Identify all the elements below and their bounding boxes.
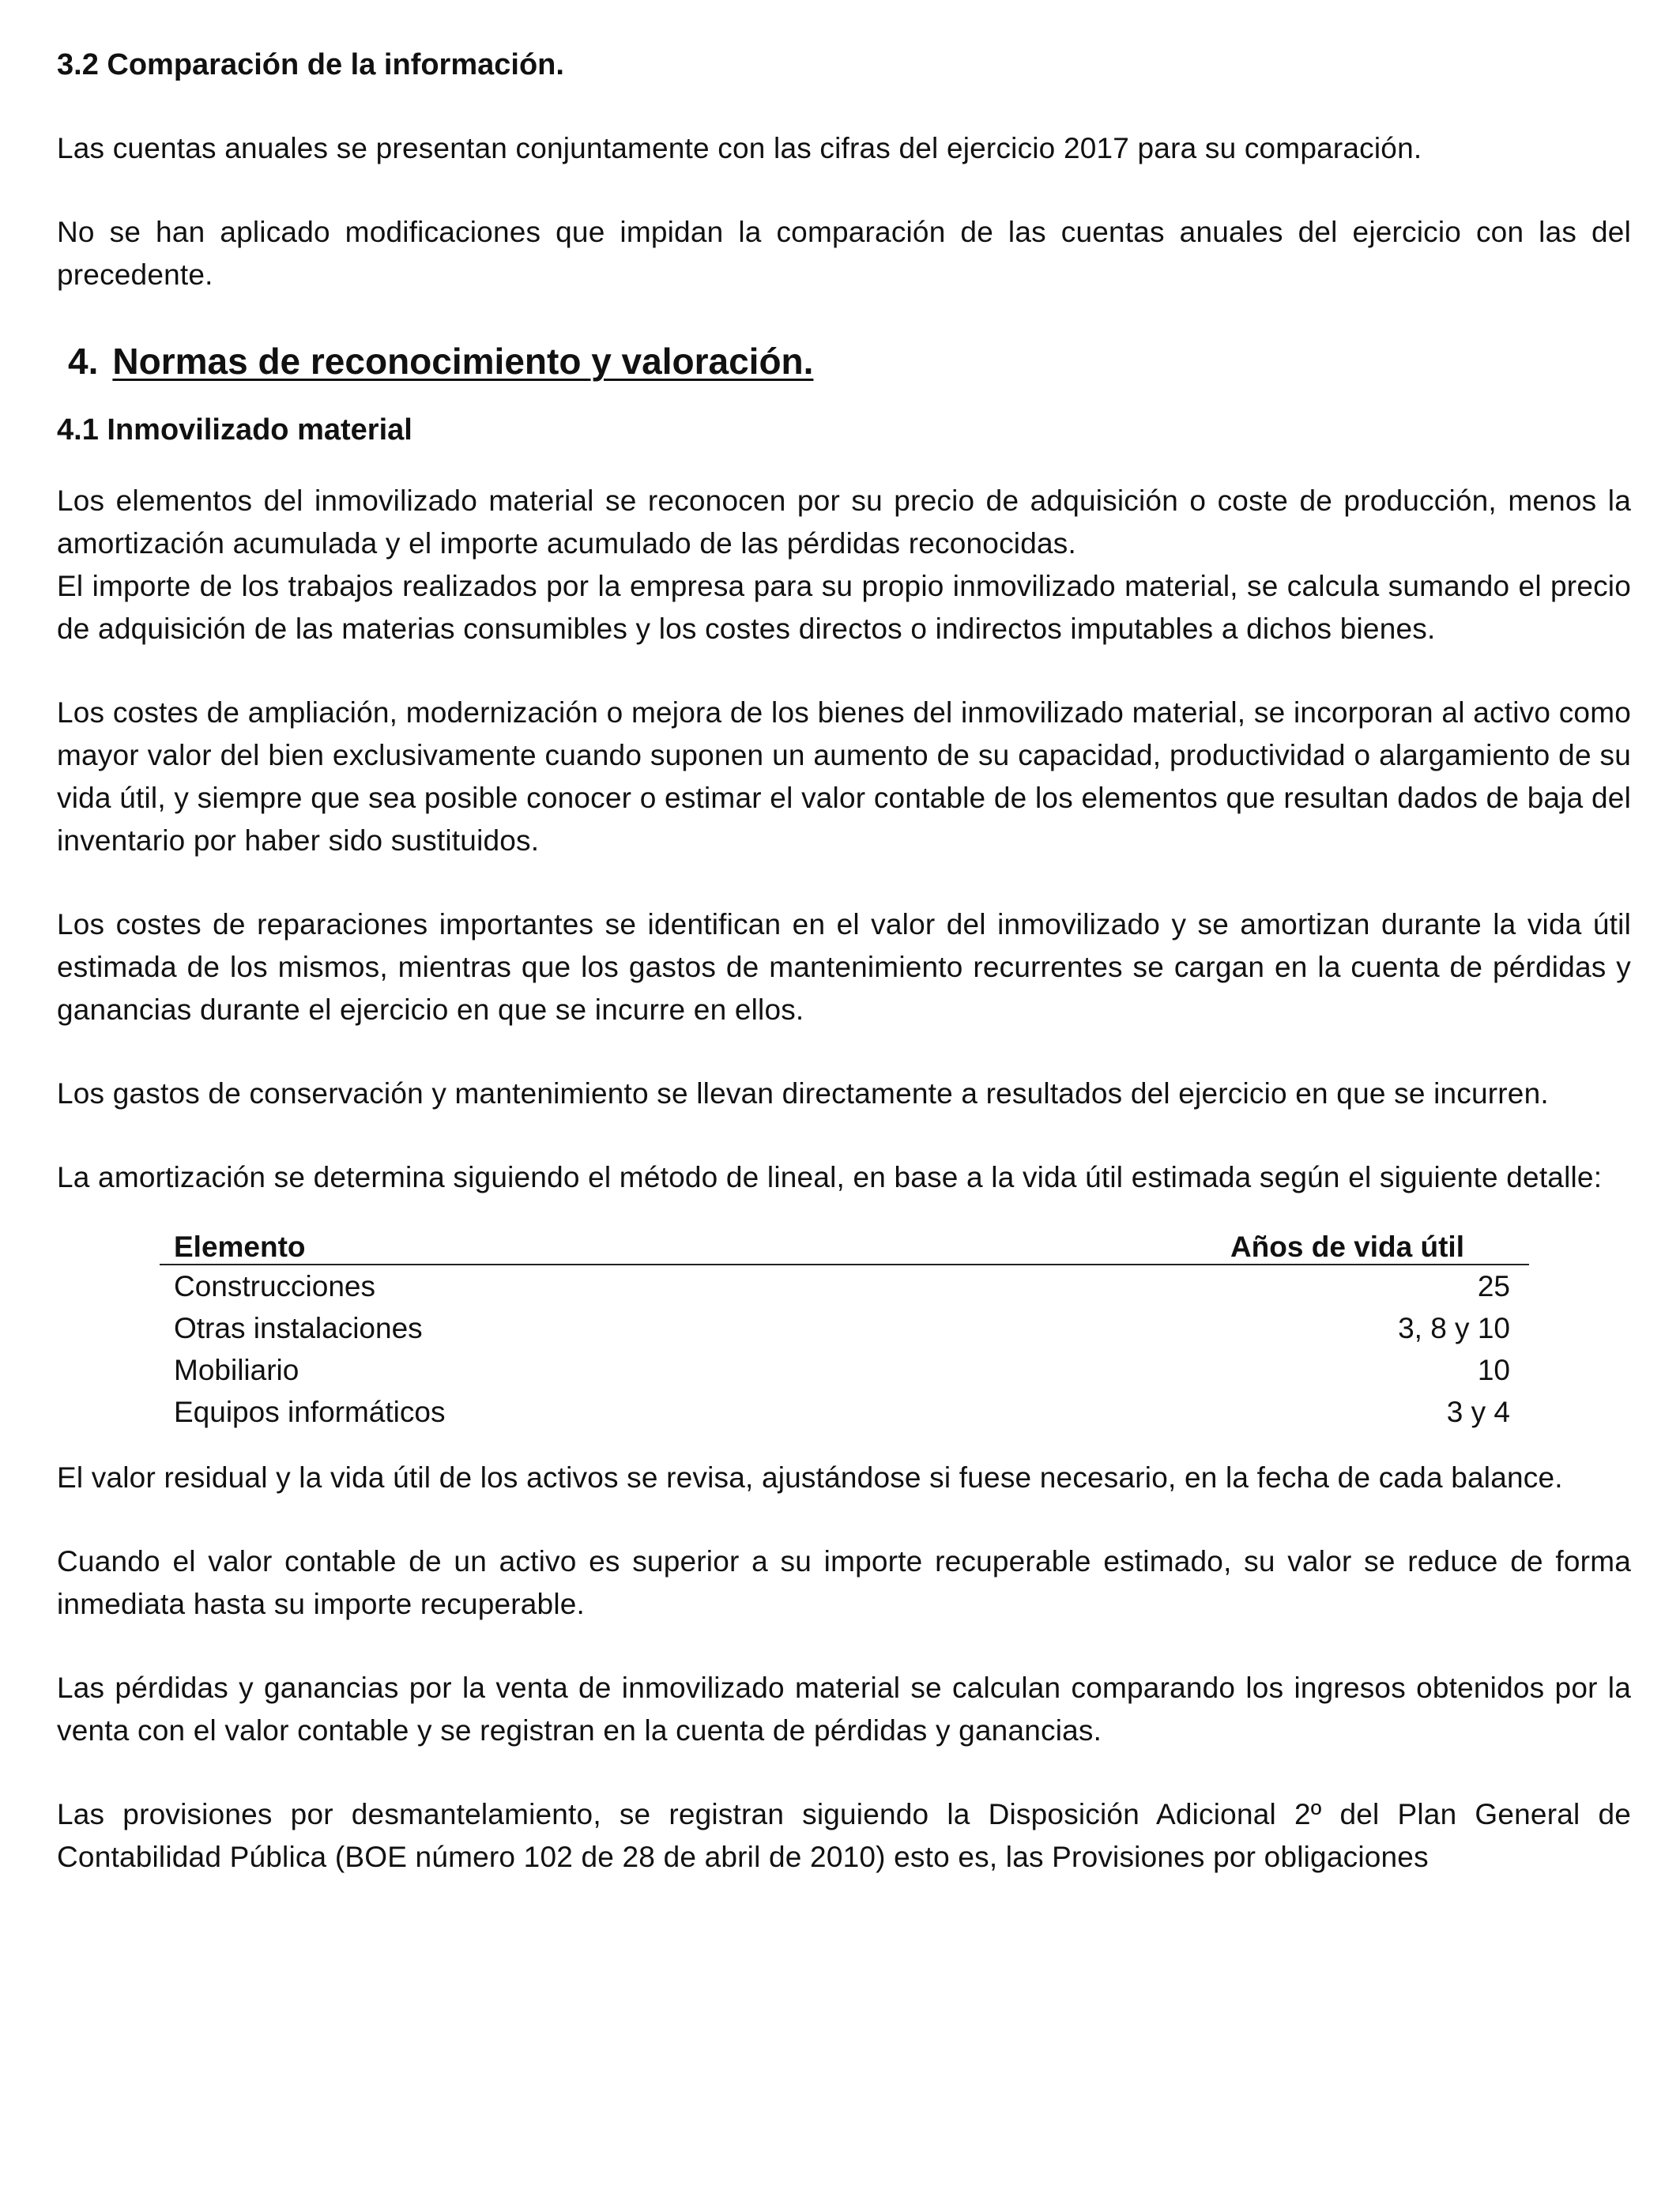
useful-life-table bbox=[160, 1223, 1529, 1433]
section-4-1-paragraph-3: Los costes de ampliación, modernización o mejora de los bienes del inmovilizado material, se incorporan al activo como mayor valor del bien exclusivamente cuando suponen un aumento de su capacidad, productividad o alargamiento de su vida útil, y siempre que sea posible conocer o estimar el valor contable de los elementos que resultan dados de baja del inventario por haber sido sustituidos. bbox=[57, 696, 1631, 857]
section-4-1-paragraph-4: Los costes de reparaciones importantes se identifican en el valor del inmovilizado y se amortizan durante la vida útil estimada de los mismos, mientras que los gastos de mantenimiento recurrentes se cargan en la cuenta de pérdidas y ganancias durante el ejercicio en que se incurre en ellos. bbox=[57, 908, 1631, 1026]
table-cell-anos: 3, 8 y 10 bbox=[1398, 1312, 1510, 1344]
table-header-row bbox=[160, 1223, 1529, 1265]
section-3-2-heading: 3.2 Comparación de la información. bbox=[57, 48, 564, 81]
table-cell-elemento: Mobiliario bbox=[174, 1354, 299, 1386]
column-header-elemento: Elemento bbox=[160, 1223, 813, 1265]
table-cell-anos: 25 bbox=[1477, 1270, 1510, 1302]
table-row bbox=[160, 1391, 1529, 1433]
table-cell-elemento: Equipos informáticos bbox=[174, 1396, 446, 1428]
section-4-1-heading: 4.1 Inmovilizado material bbox=[57, 413, 412, 447]
table-cell-elemento: Otras instalaciones bbox=[174, 1312, 423, 1344]
section-4-1-paragraph-6: La amortización se determina siguiendo el método de lineal, en base a la vida útil estimada según el siguiente detalle: bbox=[57, 1161, 1603, 1193]
section-4-1-paragraph-9: Las pérdidas y ganancias por la venta de inmovilizado material se calculan comparando los ingresos obtenidos por la venta con el valor contable y se registran en la cuenta de pérdidas y ganancias. bbox=[57, 1672, 1631, 1747]
section-4-1-paragraph-7: El valor residual y la vida útil de los activos se revisa, ajustándose si fuese necesario, en la fecha de cada balance. bbox=[57, 1461, 1563, 1494]
section-4-1-paragraph-1: Los elementos del inmovilizado material se reconocen por su precio de adquisición o coste de producción, menos la amortización acumulada y el importe acumulado de las pérdidas reconocidas. bbox=[57, 484, 1631, 560]
column-header-anos-vida-util: Años de vida útil bbox=[813, 1223, 1529, 1265]
table-cell-anos: 10 bbox=[1477, 1354, 1510, 1386]
table-cell-elemento: Construcciones bbox=[174, 1270, 376, 1302]
table-cell-anos: 3 y 4 bbox=[1446, 1396, 1510, 1428]
section-4-1-paragraph-5: Los gastos de conservación y mantenimiento se llevan directamente a resultados del ejercicio en que se incurren. bbox=[57, 1077, 1549, 1110]
document-page bbox=[57, 43, 1631, 1879]
table-row bbox=[160, 1349, 1529, 1391]
section-3-2-paragraph-1: Las cuentas anuales se presentan conjuntamente con las cifras del ejercicio 2017 para su comparación. bbox=[57, 132, 1422, 164]
table-row bbox=[160, 1307, 1529, 1349]
section-4-1-paragraph-8: Cuando el valor contable de un activo es superior a su importe recuperable estimado, su valor se reduce de forma inmediata hasta su importe recuperable. bbox=[57, 1545, 1631, 1620]
section-4-1-paragraph-2: El importe de los trabajos realizados por la empresa para su propio inmovilizado material, se calcula sumando el precio de adquisición de las materias consumibles y los costes directos o indirectos imputables a dichos bienes. bbox=[57, 570, 1631, 645]
section-3-2-paragraph-2: No se han aplicado modificaciones que impidan la comparación de las cuentas anuales del ejercicio con las del precedente. bbox=[57, 216, 1631, 291]
section-4-heading bbox=[57, 337, 1631, 385]
table-row bbox=[160, 1265, 1529, 1307]
section-4-1-paragraph-10: Las provisiones por desmantelamiento, se registran siguiendo la Disposición Adicional 2º del Plan General de Contabilidad Pública (BOE número 102 de 28 de abril de 2010) esto es, las Provisiones por obligaciones bbox=[57, 1798, 1631, 1873]
section-4-number: 4. bbox=[68, 341, 99, 382]
section-4-title: Normas de reconocimiento y valoración. bbox=[112, 341, 814, 382]
